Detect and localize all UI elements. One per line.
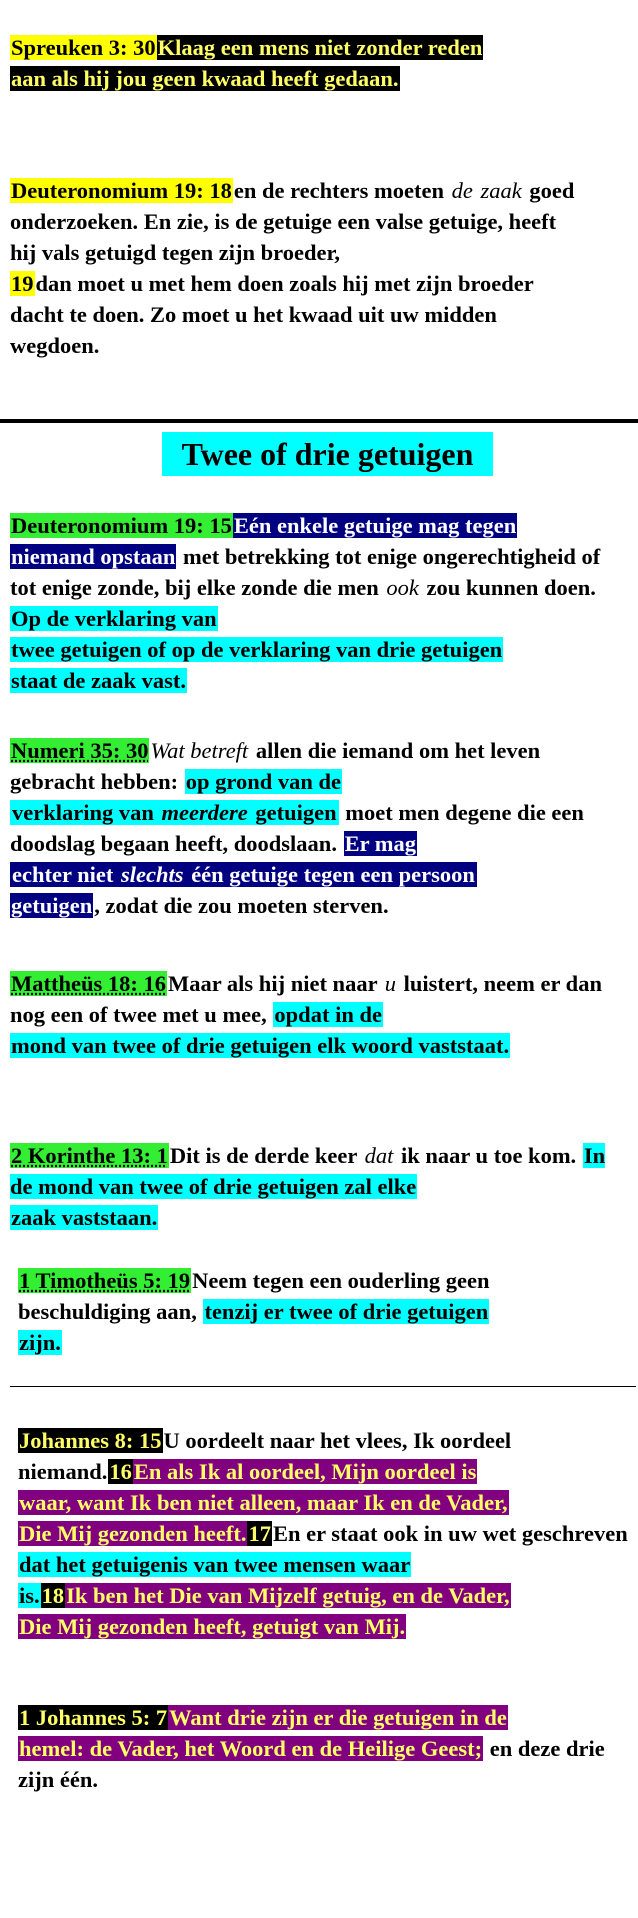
verse-highlight-part: echter niet (12, 862, 120, 888)
verse-mattheus (10, 968, 625, 1061)
verse-korinthe (10, 1140, 625, 1233)
verse-highlight: Want drie zijn er die getuigen in de (169, 1705, 507, 1730)
verse-ref: Deuteronomium 19: 18 (11, 178, 232, 203)
verse-timotheus (18, 1265, 608, 1358)
verse-highlight: zaak vaststaan. (11, 1205, 158, 1231)
verse-ref: Spreuken 3: 30 (11, 35, 156, 60)
verse-italic: dat (364, 1143, 394, 1168)
verse-1-johannes (18, 1702, 633, 1795)
verse-highlight: zijn. (19, 1330, 61, 1356)
verse-highlight: Op de verklaring van (11, 606, 217, 632)
verse-highlight: tenzij er twee of drie getuigen (204, 1299, 489, 1325)
verse-italic: de (451, 178, 473, 203)
verse-highlight: mond van twee of drie getuigen elk woord vaststaat. (11, 1033, 510, 1059)
verse-text: , zodat die zou moeten sterven. (94, 893, 389, 919)
verse-numeri (10, 735, 620, 921)
verse-highlight: dat het getuigenis van twee mensen waar (19, 1552, 411, 1578)
verse-text: U oordeelt naar het vlees, Ik oordeel niemand. (18, 1428, 512, 1485)
divider (0, 419, 638, 423)
verse-deut-19-18 (10, 175, 585, 361)
verse-ref: 2 Korinthe 13: 1 (11, 1143, 168, 1168)
verse-highlight: is. (19, 1583, 40, 1609)
verse-text: Klaag een mens niet zonder reden (157, 35, 483, 60)
verse-ref: Johannes 8: 15 (19, 1428, 162, 1453)
verse-text: en deze drie zijn één. (18, 1736, 605, 1793)
verse-highlight-part: één getuige tegen een persoon (185, 862, 475, 888)
verse-deut-19-15 (10, 510, 630, 696)
verse-highlight: En als Ik al oordeel, Mijn oordeel is (133, 1459, 477, 1485)
verse-ref: 1 Timotheüs 5: 19 (19, 1268, 191, 1293)
verse-highlight: opdat in de (274, 1002, 382, 1028)
divider (10, 1386, 636, 1387)
verse-highlight: op grond van de (185, 769, 342, 795)
verse-highlight: In de mond van twee of drie getuigen zal elke (10, 1143, 606, 1200)
verse-italic: Wat betreft (150, 738, 249, 763)
verse-highlight: Eén enkele getuige mag tegen (233, 513, 517, 538)
verse-italic: u (384, 971, 397, 996)
verse-highlight: niemand opstaan (11, 544, 176, 570)
verse-text: dan moet u met hem doen zoals hij met zijn broeder dacht te doen. Zo moet u het kwaad uit uw midden wegdoen. (10, 271, 534, 359)
verse-text: Maar als hij niet naar (167, 971, 383, 996)
verse-number: 17 (248, 1521, 271, 1547)
verse-ref: 1 Johannes 5: 7 (19, 1705, 168, 1730)
verse-italic: meerdere (161, 800, 248, 826)
verse-highlight: Ik ben het Die van Mijzelf getuig, en de Vader, (66, 1583, 510, 1609)
verse-text: Neem tegen een ouderling geen beschuldiging aan, (18, 1268, 490, 1325)
verse-highlight: Die Mij gezonden heeft, getuigt van Mij. (19, 1614, 406, 1640)
verse-text: goed onderzoeken. En zie, is de getuige een valse getuige, heeft hij vals getuigd tegen zijn broeder, (10, 178, 575, 266)
verse-text: moet men degene die een doodslag begaan heeft, doodslaan. (10, 800, 584, 857)
verse-text: en de rechters moeten (233, 178, 450, 203)
verse-italic: zaak (480, 178, 522, 203)
verse-highlight: Die Mij gezonden heeft. (19, 1521, 247, 1547)
verse-ref: Numeri 35: 30 (11, 738, 149, 763)
verse-number: 19 (11, 271, 34, 297)
verse-text: zou kunnen doen. (420, 575, 596, 601)
verse-italic: slechts (121, 862, 184, 888)
verse-highlight: staat de zaak vast. (11, 668, 186, 694)
verse-number: 18 (41, 1583, 65, 1609)
verse-highlight: twee getuigen of op de verklaring van drie getuigen (11, 637, 503, 663)
verse-spreuken (10, 32, 610, 94)
verse-highlight (10, 800, 339, 825)
verse-highlight-part: getuigen (249, 800, 337, 826)
verse-highlight: getuigen (11, 893, 93, 919)
verse-highlight: hemel: de Vader, het Woord en de Heilige Geest; (19, 1736, 483, 1762)
verse-text: met betrekking tot enige ongerechtigheid of tot enige zonde, bij elke zonde die men (10, 544, 601, 601)
verse-number: 16 (109, 1459, 132, 1485)
section-title: Twee of drie getuigen (162, 432, 493, 476)
verse-text: allen die iemand om het leven gebracht hebben: (10, 738, 541, 795)
verse-johannes-8 (18, 1425, 633, 1642)
verse-text: aan als hij jou geen kwaad heeft gedaan. (11, 66, 399, 92)
verse-text: luistert, neem er dan nog een of twee met u mee, (10, 971, 602, 1028)
verse-highlight (10, 862, 477, 887)
verse-ref: Deuteronomium 19: 15 (11, 513, 232, 538)
verse-text: Dit is de derde keer (169, 1143, 363, 1168)
verse-highlight: Er mag (344, 831, 417, 857)
verse-text: En er staat ook in uw wet geschreven (272, 1521, 628, 1547)
verse-highlight-part: verklaring van (12, 800, 160, 826)
verse-highlight: waar, want Ik ben niet alleen, maar Ik en de Vader, (19, 1490, 508, 1516)
verse-ref: Mattheüs 18: 16 (11, 971, 166, 996)
verse-text: ik naar u toe kom. (395, 1143, 582, 1168)
verse-italic: ook (386, 575, 419, 601)
